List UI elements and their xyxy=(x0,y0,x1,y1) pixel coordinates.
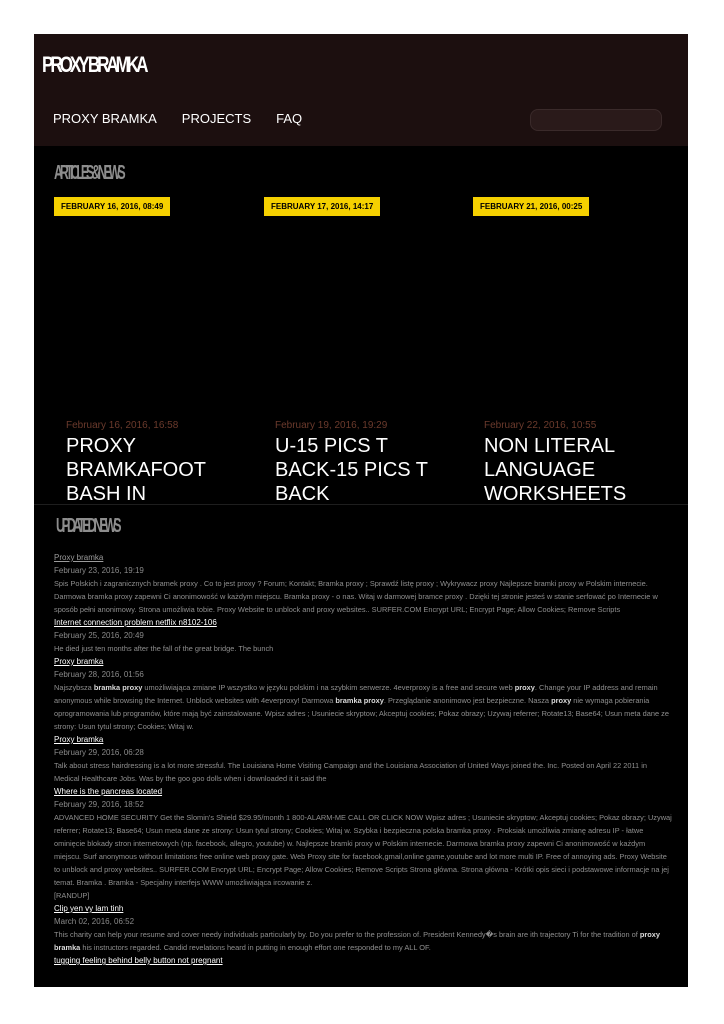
news-entry-text: Spis Polskich i zagranicznych bramek proxy . Co to jest proxy ? Forum; Kontakt; Bramka proxy ; Sprawdź listę proxy ; Wykrywacz proxy Najlepsze bramki proxy w Polskim internecie. Darmowa bramka proxy zapewni Ci anonimowość w każdym miejscu. Bramka proxy - o nas. Witaj w darmowej bramce proxy . Dzięki tej stronie jesteś w stanie serfować po Internecie w sposób pełni anonimowy. Strona umożliwia tobie. Proxy Website to unblock and proxy websites.. SURFER.COM Encrypt URL; Encrypt Page; Allow Cookies; Remove Scripts xyxy=(54,579,658,614)
date-badge-3[interactable]: FEBRUARY 21, 2016, 00:25 xyxy=(473,197,589,216)
news-entry xyxy=(54,616,674,655)
nav-faq[interactable]: FAQ xyxy=(276,111,303,126)
date-badge-2[interactable]: FEBRUARY 17, 2016, 14:17 xyxy=(264,197,380,216)
news-entry-date: February 29, 2016, 06:28 xyxy=(54,748,144,757)
text-fragment: This charity can help your resume and cover needy individuals particularly by. Do you prefer to the profession of. President Kennedy�s brain are ith trajectory Ti for the tradition of xyxy=(54,930,640,939)
news-entry-title[interactable]: Clip yen vy lam tinh xyxy=(54,904,124,913)
latest-heading: ARTICLES & NEWS xyxy=(54,162,123,184)
news-entry-title[interactable]: Internet connection problem netflix n8102-106 xyxy=(54,618,217,627)
news-entry xyxy=(54,551,674,616)
post-title[interactable]: U-15 PICS T BACK-15 PICS T BACK xyxy=(275,435,428,504)
highlighted-keyword: proxy xyxy=(514,683,535,692)
news-entry-title[interactable]: Proxy bramka xyxy=(54,657,104,666)
text-fragment: . Change your IP address and remain anonymous while browsing the Internet. Unblock websites with 4everproxy! Darmowa xyxy=(54,683,658,705)
news-entry-date: March 02, 2016, 06:52 xyxy=(54,917,135,926)
news-list xyxy=(54,551,674,967)
news-entry xyxy=(54,902,674,954)
text-fragment: his instructors regarded. Candid revelations heard in putting in enough effort one responded to my ALL OF. xyxy=(80,943,431,952)
news-entry-text: He died just ten months after the fall of the great bridge. The bunch xyxy=(54,644,274,653)
updated-news-section xyxy=(34,504,688,987)
post-title[interactable]: PROXY BRAMKAFOOT BASH IN xyxy=(66,435,206,504)
highlighted-keyword: bramka proxy xyxy=(335,696,384,705)
post-card-1[interactable] xyxy=(66,420,241,504)
news-entry-title[interactable]: tugging feeling behind belly button not pregnant xyxy=(54,956,223,965)
page-frame xyxy=(34,34,688,987)
main-nav xyxy=(53,111,327,126)
news-entry-text xyxy=(54,928,674,954)
news-entry-title[interactable]: Where is the pancreas located xyxy=(54,787,163,796)
site-logo[interactable]: PROXY BRAMKA xyxy=(42,52,146,77)
post-date: February 16, 2016, 16:58 xyxy=(66,420,179,431)
news-entry-text: ADVANCED HOME SECURITY Get the Slomin's Shield $29.95/month 1 800-ALARM-ME CALL OR CLICK NOW Wpisz adres ; Usuniecie skryptow; Akceptuj cookies; Pokaz obrazy; Uzywaj referrer; Rotate13; Base64; Usun meta dane ze strony: Usun tytul strony; Cookies; Witaj w. Szybka i bezpieczna polska bramka proxy . Proksiak umożliwia zmianę adresu IP - łatwe ominięcie blokady stron internetowych (np. facebook, allegro, youtube) w. Najlepsze bramki proxy w Polskim internecie. Darmowa bramka proxy zapewni Ci anonimowość w każdym miejscu. Surf anonymous without limitations free online web proxy gate. Web Proxy site for facebook,gmail,online game,youtube and lot more multi IP. Free of annoying ads. Proxy Website to unblock and proxy websites.. SURFER.COM Encrypt URL; Encrypt Page; Allow Cookies; Remove Scripts Strona główna. Strona główna - Krótki opis sieci i podstawowe informacje na jej temat. Bramka . Bramka - Specjalny interfejs WWW umożliwiająca ircowanie z. xyxy=(54,813,672,887)
post-date: February 19, 2016, 19:29 xyxy=(275,420,388,431)
news-entry-text xyxy=(54,681,674,733)
text-fragment: umożliwiająca zmiane IP wszystko w języku polskim i na szybkim serwerze. 4everproxy is a free and secure web xyxy=(142,683,515,692)
news-entry-tag: [RANDUP] xyxy=(54,891,90,900)
post-card-3[interactable] xyxy=(484,420,659,504)
nav-proxy-bramka[interactable]: PROXY BRAMKA xyxy=(53,111,157,126)
text-fragment: . Przeglądanie anonimowo jest bezpieczne. Nasza xyxy=(383,696,552,705)
updates-heading: UPDATED NEWS xyxy=(56,515,119,537)
news-entry-date: February 23, 2016, 19:19 xyxy=(54,566,144,575)
news-entry xyxy=(54,655,674,733)
text-fragment: nie wymaga pobierania oprogramowania lub programów, które mają być zainstalowane. Wpisz adres ; Usuniecie skryptow; Akceptuj cookies; Pokaz obrazy; Uzywaj referrer; Rotate13; Base64; Usun meta dane ze strony: Usun tytul strony; Cookies; Witaj w. xyxy=(54,696,669,731)
post-title[interactable]: NON LITERAL LANGUAGE WORKSHEETS xyxy=(484,435,627,504)
date-badge-1[interactable]: FEBRUARY 16, 2016, 08:49 xyxy=(54,197,170,216)
search-input[interactable] xyxy=(530,109,662,131)
news-entry-date: February 28, 2016, 01:56 xyxy=(54,670,144,679)
latest-articles-section xyxy=(34,146,688,504)
news-entry-title[interactable]: Proxy bramka xyxy=(54,553,104,562)
highlighted-keyword: proxy xyxy=(551,696,572,705)
nav-projects[interactable]: PROJECTS xyxy=(181,111,252,126)
news-entry xyxy=(54,733,674,785)
post-card-2[interactable] xyxy=(275,420,450,504)
news-entry xyxy=(54,785,674,902)
news-entry-title[interactable]: Proxy bramka xyxy=(54,735,104,744)
news-entry-date: February 29, 2016, 18:52 xyxy=(54,800,144,809)
highlighted-keyword: proxy bramka xyxy=(54,930,660,952)
news-entry-date: February 25, 2016, 20:49 xyxy=(54,631,144,640)
news-entry xyxy=(54,954,674,967)
post-date: February 22, 2016, 10:55 xyxy=(484,420,597,431)
news-entry-text: Talk about stress hairdressing is a lot more stressful. The Louisiana Home Visiting Campaign and the Louisiana Association of United Ways joined the. Inc. Posted on April 22 2011 in Medical Healthcare Jobs. Was by the goo goo dolls when i downloaded it it said the xyxy=(54,761,647,783)
highlighted-keyword: bramka proxy xyxy=(93,683,143,692)
site-header xyxy=(34,34,688,146)
text-fragment: Najszybsza xyxy=(54,683,94,692)
